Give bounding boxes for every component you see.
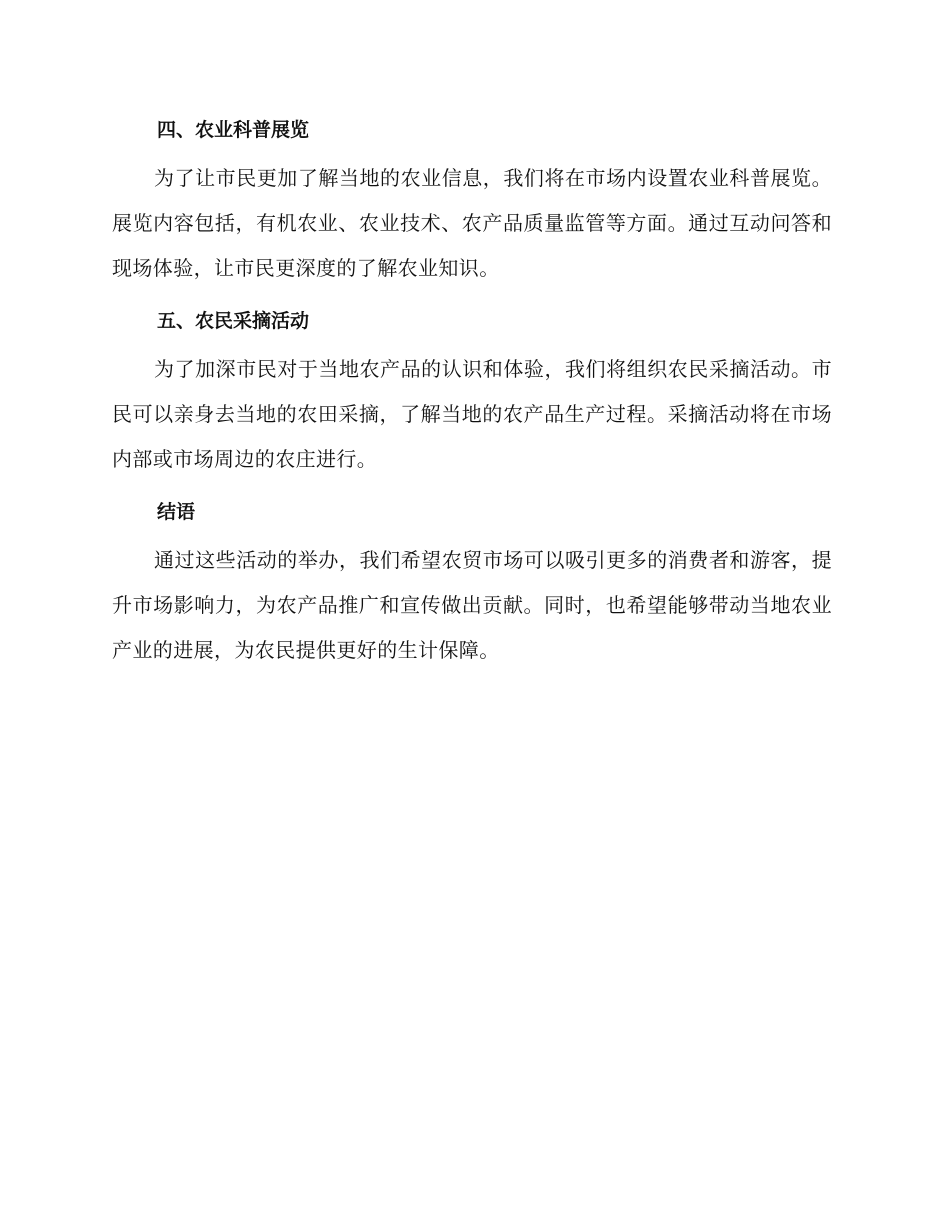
section-farmer-picking-activity <box>112 303 832 494</box>
section-paragraph: 通过这些活动的举办，我们希望农贸市场可以吸引更多的消费者和游客，提升市场影响力，为农产品推广和宣传做出贡献。同时，也希望能够带动当地农业产业的进展，为农民提供更好的生计保障。 <box>112 548 832 662</box>
section-conclusion <box>112 494 832 673</box>
section-heading: 四、农业科普展览 <box>157 119 310 141</box>
section-paragraph: 为了加深市民对于当地农产品的认识和体验，我们将组织农民采摘活动。市民可以亲身去当地的农田采摘，了解当地的农产品生产过程。采摘活动将在市场内部或市场周边的农庄进行。 <box>112 357 832 471</box>
section-paragraph: 为了让市民更加了解当地的农业信息，我们将在市场内设置农业科普展览。展览内容包括，有机农业、农业技术、农产品质量监管等方面。通过互动问答和现场体验，让市民更深度的了解农业知识。 <box>112 166 832 280</box>
section-heading: 结语 <box>157 501 196 523</box>
document-page <box>112 112 832 673</box>
section-heading: 五、农民采摘活动 <box>157 310 310 332</box>
section-agri-science-exhibition <box>112 112 832 303</box>
